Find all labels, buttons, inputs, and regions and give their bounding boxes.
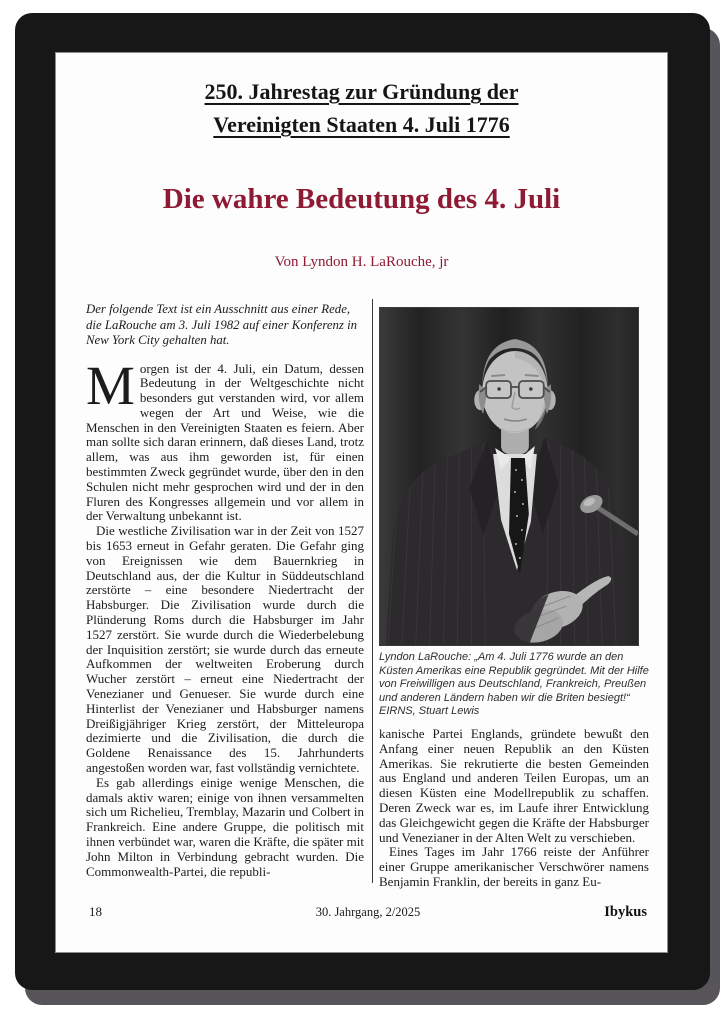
magazine-name: Ibykus (604, 904, 647, 920)
photo-credit: EIRNS, Stuart Lewis (379, 705, 480, 718)
page-footer (89, 904, 647, 921)
larouche-portrait-photo (379, 307, 639, 646)
eyebrow-right (525, 375, 539, 376)
eyebrow-left (491, 375, 505, 376)
eye-right (529, 387, 533, 391)
body-text-left (86, 354, 364, 880)
paragraph-2: Die westliche Zivilisation war in der Zeit von 1527 bis 1653 erneut in Gefahr geraten. Die Gefahr ging von Ereignissen wie dem Bauernkrieg in Deutschland aus, der die Kultur in Süddeutschland zerstörte – eine besondere Niedertracht der Habsburger. Die Zivilisation wurde durch die Plünderung Roms durch die Habsburger im Jahr 1527 zerstört. Sie wurde durch die Wiederbelebung der Inquisition zerstört; sie wurde durch das erneute Aufkommen der weltweiten Eroberung durch Wucher zerstört – erneut eine Niedertracht der Venezianer und Genueser. Sie wurde durch eine Hinterlist der Venezianer und Habsburger namens Dreißigjähriger Krieg zerstört, der Mitteleuropa dezimierte und die Zivilisation, die durch die Goldene Renaissance des 15. Jahrhunderts angestoßen worden war, fast vollständig vernichtete. (86, 523, 364, 776)
editorial-note: Der folgende Text ist ein Ausschnitt aus einer Rede, die LaRouche am 3. Juli 1982 auf einer Konferenz in New York City gehalten hat. (86, 302, 358, 347)
magazine-page (55, 52, 668, 953)
kicker-line-1: 250. Jahrestag zur Gründung der (204, 79, 519, 104)
paragraph-4: kanische Partei Englands, gründete bewußt den Anfang einer neuen Republik an den Küsten Amerikas. Sie rekrutierte die besten Gemeinden aus England und anderen Teilen Europas, um an diesen Küsten eine Modellrepublik zu schaffen. Deren Zweck war es, im Laufe ihrer Entwicklung das Gleichgewicht gegen die Kräfte der Habsburger und Venezianer in der Alten Welt zu verschieben. (379, 725, 649, 845)
paragraph-5: Eines Tages im Jahr 1766 reiste der Anführer einer Gruppe amerikanischer Verschwörer namens Benjamin Franklin, der bereits in ganz Eu- (379, 844, 649, 889)
paragraph-1-text: orgen ist der 4. Juli, ein Datum, dessen Bedeutung in der Weltgeschichte nicht besonders gut verstanden wird, vor allem wegen der Art und Weise, wie die Menschen in den Vereinigten Staaten es feiern. Aber man sollte sich daran erinnern, daß dieses Land, trotz allem, was aus ihm geworden ist, für einen bestimmten Zweck gegründet wurde, über den in den Schulen nicht mehr gesprochen wird und der in den Fluren des Kongresses allgemein und vor allem in der Verwaltung unbekannt ist. (86, 360, 364, 524)
issue-info: 30. Jahrgang, 2/2025 (315, 905, 421, 919)
eye-left (497, 387, 501, 391)
page-number: 18 (89, 904, 102, 919)
article-byline: Von Lyndon H. LaRouche, jr (274, 254, 449, 270)
paragraph-1 (86, 354, 364, 525)
photo-caption: Lyndon LaRouche: „Am 4. Juli 1776 wurde an den Küsten Amerikas eine Republik gegründet. Mit der Hilfe von Freiwilligen aus Deutschland, Frankreich, Preußen und anderen Ländern haben wir die Briten besiegt!“ (379, 651, 649, 704)
body-text-right (379, 727, 649, 890)
article-headline: Die wahre Bedeutung des 4. Juli (162, 183, 561, 215)
right-column (379, 307, 649, 890)
kicker-line-2: Vereinigten Staaten 4. Juli 1776 (213, 112, 510, 137)
kicker-title (56, 75, 667, 141)
paragraph-3: Es gab allerdings einige wenige Menschen, die damals aktiv waren; einige von ihnen versammelten sich um Richelieu, Tremblay, Mazarin und Colbert in Frankreich. Eine andere Gruppe, die politisch mit ihnen verbündet war, waren die Kräfte, die später mit John Milton in Verbindung gebracht wurden. Die Commonwealth-Partei, die republi- (86, 774, 364, 879)
left-column (86, 302, 364, 879)
dropcap-letter: M (86, 354, 135, 416)
column-divider-rule (372, 299, 373, 883)
tablet-frame (15, 13, 710, 990)
